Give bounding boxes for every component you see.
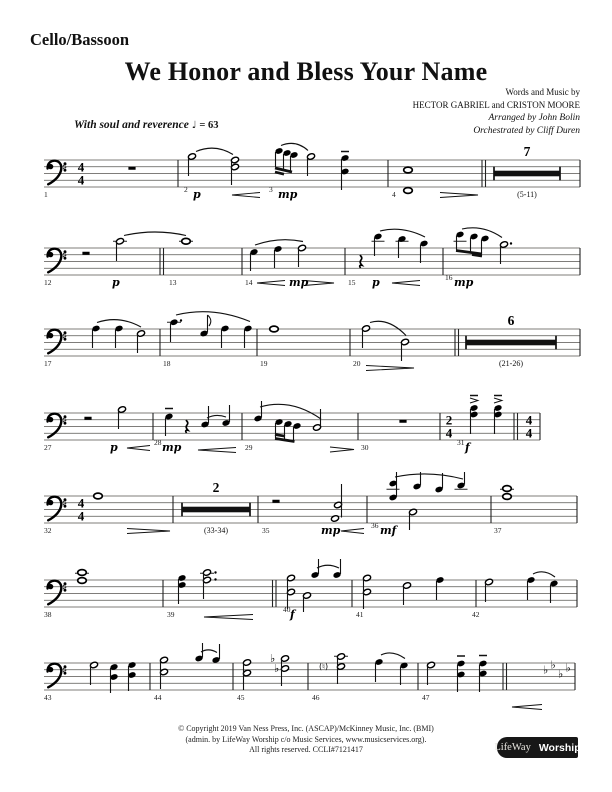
key-signature-sharp: ♯ <box>62 496 68 510</box>
measure-32 <box>94 493 170 533</box>
tempo-text: With soul and reverence <box>74 119 189 131</box>
system-4 <box>36 387 584 465</box>
quarter-note-icon: ♩ <box>191 120 197 131</box>
measure-number: 35 <box>262 526 270 535</box>
flat-accidental: ♭ <box>558 667 564 681</box>
measure-number: 32 <box>44 526 52 535</box>
measure-number: 46 <box>312 693 320 702</box>
measure-number: 28 <box>154 438 162 447</box>
dynamic-mark: mp <box>289 276 309 289</box>
measure-number: 29 <box>245 443 253 452</box>
measure-number: 30 <box>361 443 369 452</box>
measure-number: 41 <box>356 610 364 619</box>
measure-36 <box>387 472 468 530</box>
key-signature-sharp: ♯ <box>62 329 68 343</box>
measure-number: 14 <box>245 278 253 287</box>
measure-number: 15 <box>348 278 356 287</box>
measure-number: 1 <box>44 190 48 199</box>
dynamic-mark: mf <box>380 524 397 537</box>
copyright-line-3: All rights reserved. CCLI#7121417 <box>249 745 363 754</box>
key-signature-sharp: ♯ <box>62 580 68 594</box>
measure-47 <box>427 656 542 710</box>
measure-number: 40 <box>283 605 291 614</box>
time-signature-top: 4 <box>525 412 533 428</box>
key-signature-sharp: ♯ <box>62 160 68 174</box>
measure-number: 47 <box>422 693 430 702</box>
multirest-range: (33-34) <box>204 526 228 535</box>
tempo-marking <box>74 119 218 131</box>
measure-40 <box>287 559 342 612</box>
natural-accidental: (♮) <box>319 662 329 671</box>
multirest-33-34 <box>182 480 250 535</box>
multirest-5-11 <box>494 144 560 199</box>
dynamic-mark: f <box>465 441 470 454</box>
credit-arranger: Arranged by John Bolin <box>488 113 580 123</box>
multirest-count: 6 <box>507 313 515 328</box>
measure-number: 42 <box>472 610 480 619</box>
flat-accidental: ♭ <box>565 661 571 675</box>
dynamic-mark: p <box>110 441 118 454</box>
measure-39 <box>178 569 253 620</box>
measure-number: 12 <box>44 278 52 287</box>
measure-number: 13 <box>169 278 177 287</box>
multirest-range: (21-26) <box>499 359 523 368</box>
measure-number: 4 <box>392 190 396 199</box>
measure-17 <box>92 320 146 353</box>
dynamic-mark: p <box>112 276 120 289</box>
time-signature-top: 4 <box>77 495 85 511</box>
dynamic-mark: mp <box>321 524 341 537</box>
measure-number: 19 <box>260 359 268 368</box>
page-title: We Honor and Bless Your Name <box>124 57 488 86</box>
measure-number: 45 <box>237 693 245 702</box>
measure-45 <box>243 652 290 690</box>
measure-46 <box>319 653 408 685</box>
measure-31 <box>470 396 503 435</box>
multirest-count: 7 <box>523 144 531 159</box>
measure-44 <box>160 643 221 689</box>
measure-16 <box>454 228 513 264</box>
tempo-value: = 63 <box>199 120 219 131</box>
system-5 <box>36 470 584 548</box>
measure-19 <box>270 326 279 332</box>
multirest-range: (5-11) <box>517 190 537 199</box>
time-signature-bottom: 4 <box>77 172 85 188</box>
dynamic-mark: mp <box>454 276 474 289</box>
copyright-line-1: © Copyright 2019 Van Ness Press, Inc. (ASCAP)/McKinney Music, Inc. (BMI) <box>178 724 434 733</box>
system-2 <box>36 222 584 300</box>
multirest-21-26 <box>466 313 556 368</box>
key-signature-sharp: ♯ <box>62 663 68 677</box>
measure-38 <box>75 570 89 584</box>
measure-number: 17 <box>44 359 52 368</box>
measure-number: 37 <box>494 526 502 535</box>
system-3 <box>36 303 584 381</box>
dynamic-mark: mp <box>278 188 298 201</box>
measure-number: 16 <box>445 273 453 282</box>
instrument-label: Cello/Bassoon <box>30 30 130 49</box>
system-1 <box>36 134 584 212</box>
logo-worship-text: Worship <box>538 741 581 754</box>
measure-15 <box>360 229 429 285</box>
time-signature-top: 4 <box>77 159 85 175</box>
measure-number: 36 <box>371 521 379 530</box>
flat-accidental: ♭ <box>550 658 556 672</box>
flat-accidental: ♭ <box>274 662 280 675</box>
measure-number: 3 <box>269 185 273 194</box>
key-signature-sharp: ♯ <box>62 413 68 427</box>
credits-block <box>413 86 580 138</box>
measure-35 <box>272 484 364 534</box>
credit-composers: HECTOR GABRIEL and CRISTON MOORE <box>412 100 580 110</box>
system-7 <box>36 637 584 717</box>
measure-number: 43 <box>44 693 52 702</box>
logo-lifeway-text: LifeWay <box>494 742 531 753</box>
credit-words-music: Words and Music by <box>505 87 580 97</box>
dynamic-mark: f <box>290 608 295 621</box>
time-signature-top: 2 <box>445 412 453 428</box>
measure-4 <box>404 167 478 197</box>
key-signature-sharp: ♯ <box>62 248 68 262</box>
measure-number: 2 <box>184 185 188 194</box>
dynamic-mark: p <box>193 188 201 201</box>
dynamic-mark: p <box>372 276 380 289</box>
time-signature-bottom: 4 <box>445 425 453 441</box>
measure-13 <box>179 238 193 244</box>
measure-30 <box>399 420 406 423</box>
credit-orchestrator: Orchestrated by Cliff Duren <box>473 126 580 136</box>
measure-41 <box>363 574 445 609</box>
measure-number: 20 <box>353 359 361 368</box>
measure-number: 39 <box>167 610 175 619</box>
measure-37 <box>500 486 514 500</box>
lifeway-worship-logo <box>494 737 581 758</box>
measure-number: 18 <box>163 359 171 368</box>
measure-1 <box>128 167 135 170</box>
measure-12 <box>82 232 186 261</box>
measure-42 <box>485 572 559 603</box>
measure-number: 31 <box>457 438 465 447</box>
multirest-count: 2 <box>212 480 220 495</box>
flat-accidental: ♭ <box>270 652 276 665</box>
measure-number: 38 <box>44 610 52 619</box>
copyright-line-2: (admin. by LifeWay Worship c/o Music Services, www.musicservices.org). <box>185 734 427 744</box>
time-signature-bottom: 4 <box>77 508 85 524</box>
system-6 <box>36 554 584 632</box>
dynamic-mark: mp <box>162 441 182 454</box>
measure-number: 27 <box>44 443 52 452</box>
measure-number: 44 <box>154 693 162 702</box>
flat-accidental: ♭ <box>543 663 549 677</box>
time-signature-bottom: 4 <box>525 425 533 441</box>
measure-43 <box>90 661 137 693</box>
